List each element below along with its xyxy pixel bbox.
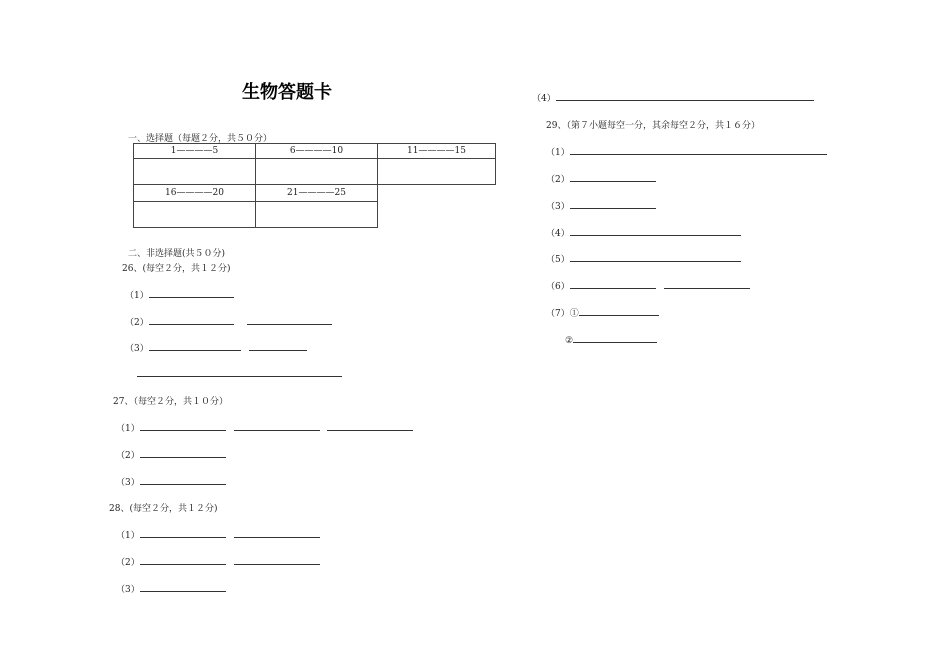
q26-item-2 — [125, 315, 332, 328]
section-2-heading: 二、非选择题(共５０分) — [128, 249, 226, 259]
q29-item-5-label: （5） — [546, 255, 570, 265]
answer-line[interactable] — [140, 555, 226, 565]
answer-line[interactable] — [556, 91, 814, 101]
q26-item-3 — [125, 341, 307, 354]
q26-item-2-label: （2） — [125, 318, 149, 328]
answer-line[interactable] — [149, 288, 234, 298]
choice-answer-grid — [133, 143, 496, 228]
grid-header-16-20: 16————20 — [134, 185, 256, 202]
q29-item-2-label: （2） — [546, 175, 570, 185]
answer-cell-1-5[interactable] — [134, 159, 256, 185]
answer-line[interactable] — [327, 421, 413, 431]
q29-item-3 — [546, 199, 656, 212]
answer-line[interactable] — [579, 306, 659, 316]
q28-item-1 — [116, 528, 320, 541]
answer-line[interactable] — [570, 279, 656, 289]
grid-header-21-25: 21————25 — [256, 185, 378, 202]
q29-item-1 — [546, 145, 827, 158]
answer-cell-16-20[interactable] — [134, 202, 256, 228]
q28-item-4-label: （4） — [532, 94, 556, 104]
answer-line[interactable] — [249, 341, 307, 351]
sub-item-2-marker: ② — [565, 336, 574, 346]
answer-line[interactable] — [140, 421, 226, 431]
q26-item-1 — [125, 288, 234, 301]
q27-item-1 — [116, 421, 413, 434]
q29-item-4 — [546, 226, 741, 239]
page-title: 生物答题卡 — [242, 82, 332, 103]
section-1-heading: 一、选择题（每题２分，共５０分） — [128, 134, 273, 144]
answer-line[interactable] — [570, 199, 656, 209]
grid-header-1-5: 1————5 — [134, 144, 256, 159]
answer-cell-21-25[interactable] — [256, 202, 378, 228]
answer-line[interactable] — [234, 421, 320, 431]
q29-item-2 — [546, 172, 656, 185]
q26-item-3-label: （3） — [125, 344, 149, 354]
q28-heading: 28、(每空２分，共１２分) — [109, 504, 218, 514]
q28-item-1-label: （1） — [116, 531, 140, 541]
answer-line[interactable] — [570, 172, 656, 182]
answer-line[interactable] — [570, 252, 741, 262]
answer-line[interactable] — [570, 145, 827, 155]
grid-header-6-10: 6————10 — [256, 144, 378, 159]
answer-line[interactable] — [664, 279, 750, 289]
q29-item-7 — [546, 306, 659, 319]
answer-line[interactable] — [149, 341, 241, 351]
answer-line[interactable] — [570, 226, 741, 236]
q28-item-2 — [116, 555, 320, 568]
q27-item-2 — [116, 448, 226, 461]
q28-item-3-label: （3） — [116, 585, 140, 595]
q29-item-6-label: （6） — [546, 282, 570, 292]
q29-item-4-label: （4） — [546, 229, 570, 239]
answer-line[interactable] — [140, 475, 226, 485]
q27-item-1-label: （1） — [116, 424, 140, 434]
sub-item-1-marker: ① — [569, 309, 579, 319]
empty-cell — [378, 202, 496, 228]
answer-line[interactable] — [140, 528, 226, 538]
q27-item-3 — [116, 475, 226, 488]
answer-line[interactable] — [247, 315, 332, 325]
q26-item-1-label: （1） — [125, 291, 149, 301]
q28-item-2-label: （2） — [116, 558, 140, 568]
q29-item-3-label: （3） — [546, 202, 570, 212]
q26-extra-line[interactable] — [137, 367, 342, 377]
empty-cell — [378, 185, 496, 202]
q29-item-7-sub-2 — [565, 333, 657, 346]
q26-heading: 26、(每空２分，共１２分) — [122, 264, 231, 274]
q29-item-5 — [546, 252, 741, 265]
answer-cell-11-15[interactable] — [378, 159, 496, 185]
q27-item-3-label: （3） — [116, 478, 140, 488]
answer-line[interactable] — [234, 528, 320, 538]
answer-line[interactable] — [140, 448, 226, 458]
q28-item-4 — [532, 91, 814, 104]
q27-heading: 27、（每空２分，共１０分） — [113, 397, 228, 407]
q29-item-6 — [546, 279, 750, 292]
answer-line[interactable] — [573, 333, 657, 343]
q29-item-7-label: （7） — [546, 309, 570, 319]
answer-cell-6-10[interactable] — [256, 159, 378, 185]
answer-line[interactable] — [149, 315, 234, 325]
q28-item-3 — [116, 582, 226, 595]
q27-item-2-label: （2） — [116, 451, 140, 461]
q29-heading: 29、（第７小题每空一分，其余每空２分，共１６分） — [546, 121, 760, 131]
grid-header-11-15: 11————15 — [378, 144, 496, 159]
q29-item-1-label: （1） — [546, 148, 570, 158]
answer-line[interactable] — [234, 555, 320, 565]
answer-line[interactable] — [140, 582, 226, 592]
